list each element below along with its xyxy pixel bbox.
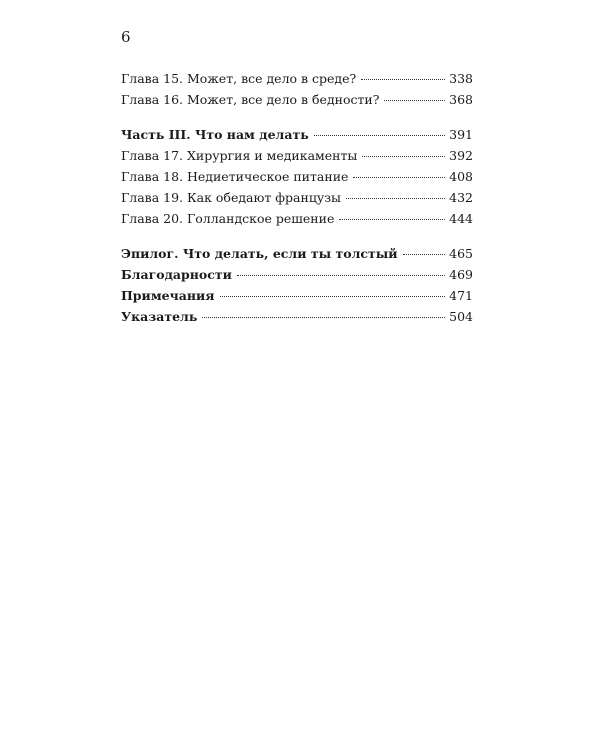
toc-entry-label: Глава 19. Как обедают французы [121, 190, 341, 205]
toc-entry-label: Примечания [121, 288, 215, 303]
toc-entry-page: 391 [449, 127, 473, 142]
table-of-contents [121, 68, 473, 327]
toc-entry-page: 469 [449, 267, 473, 282]
toc-entry-index [121, 306, 473, 327]
dot-leader [237, 275, 445, 276]
toc-entry-part-3 [121, 124, 473, 145]
toc-entry-chapter-18 [121, 166, 473, 187]
dot-leader [346, 198, 445, 199]
toc-entry-page: 504 [449, 309, 473, 324]
dot-leader [384, 100, 445, 101]
dot-leader [361, 79, 445, 80]
toc-entry-label: Глава 18. Недиетическое питание [121, 169, 349, 184]
toc-entry-page: 432 [449, 190, 473, 205]
page-number: 6 [121, 28, 131, 46]
dot-leader [220, 296, 446, 297]
toc-entry-chapter-19 [121, 187, 473, 208]
toc-entry-page: 408 [449, 169, 473, 184]
toc-entry-page: 465 [449, 246, 473, 261]
toc-entry-label: Эпилог. Что делать, если ты толстый [121, 246, 398, 261]
toc-entry-chapter-17 [121, 145, 473, 166]
dot-leader [202, 317, 445, 318]
toc-entry-page: 392 [449, 148, 473, 163]
toc-entry-acknowledgements [121, 264, 473, 285]
toc-entry-page: 444 [449, 211, 473, 226]
toc-entry-chapter-15 [121, 68, 473, 89]
dot-leader [362, 156, 445, 157]
toc-entry-label: Глава 15. Может, все дело в среде? [121, 71, 357, 86]
toc-entry-label: Часть III. Что нам делать [121, 127, 309, 142]
toc-entry-epilogue [121, 243, 473, 264]
section-gap [121, 229, 473, 243]
dot-leader [339, 219, 445, 220]
toc-entry-label: Глава 20. Голландское решение [121, 211, 335, 226]
toc-entry-label: Благодарности [121, 267, 232, 282]
dot-leader [403, 254, 446, 255]
toc-entry-label: Глава 17. Хирургия и медикаменты [121, 148, 358, 163]
toc-entry-chapter-16 [121, 89, 473, 110]
toc-entry-notes [121, 285, 473, 306]
toc-entry-chapter-20 [121, 208, 473, 229]
toc-entry-label: Глава 16. Может, все дело в бедности? [121, 92, 380, 107]
toc-entry-page: 338 [449, 71, 473, 86]
toc-entry-label: Указатель [121, 309, 198, 324]
section-gap [121, 110, 473, 124]
dot-leader [353, 177, 445, 178]
toc-entry-page: 368 [449, 92, 473, 107]
dot-leader [314, 135, 445, 136]
toc-entry-page: 471 [449, 288, 473, 303]
